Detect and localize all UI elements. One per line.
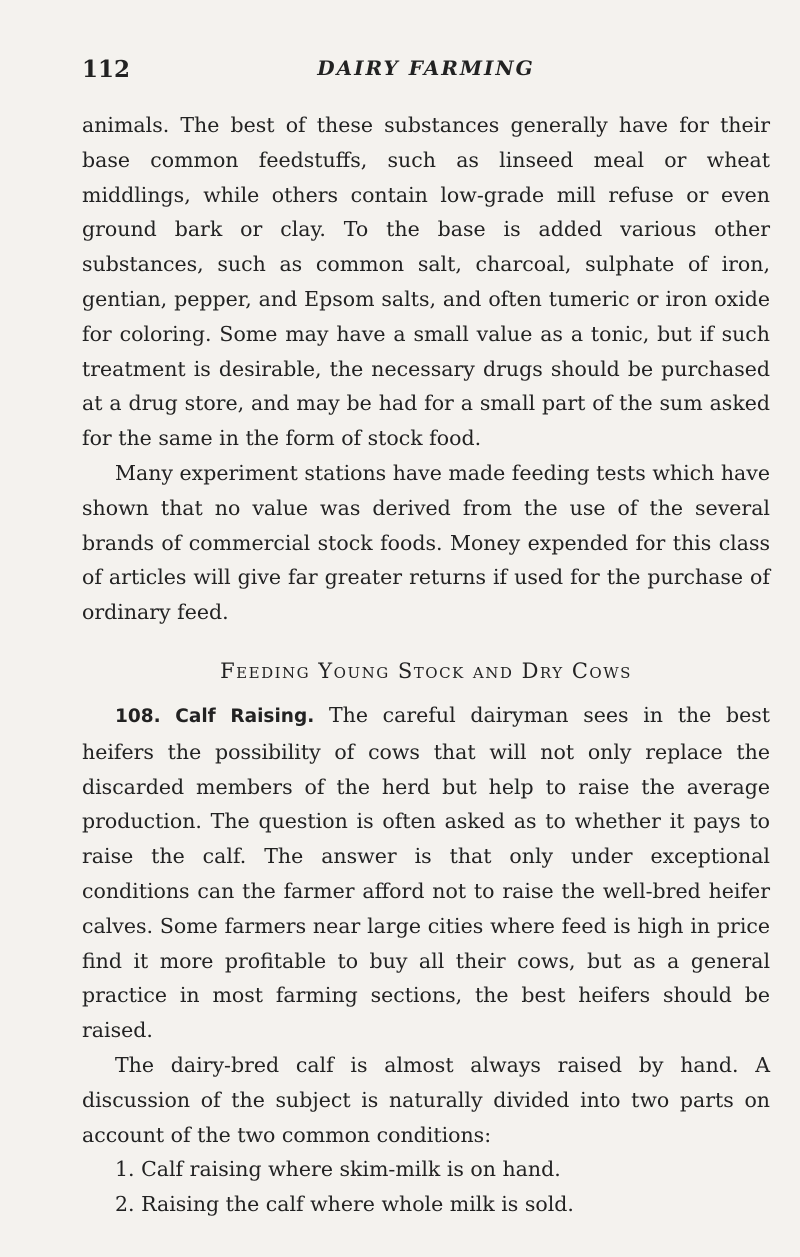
paragraph-experiment-stations: Many experiment stations have made feeding tests which have shown that no value was derived from the use of the several brands of commercial stock foods. Money expended for this class of articles will give far greater returns if used for the purchase of ordinary feed. bbox=[82, 460, 770, 625]
running-title: DAIRY FARMING bbox=[317, 56, 535, 80]
paragraph-calf-raising-body: The careful dairyman sees in the best heifers the possibility of cows that will not only replace the discarded members of the herd but help to raise the average production. The question is often asked as to whether it pays to raise the calf. The answer is that only under exceptional conditions can the farmer afford not to raise the well-bred heifer calves. Some farmers near large cities where feed is high in price find it more profitable to buy all their cows, but as a general practice in most farming sections, the best heifers should be raised. bbox=[82, 702, 770, 1043]
paragraph-continuation: animals. The best of these substances generally have for their base common feedstuffs, such as linseed meal or wheat middlings, while others contain low-grade mill refuse or even ground bark or clay. To the base is added various other substances, such as common salt, charcoal, sulphate of iron, gentian, pepper, and Epsom salts, and often tumeric or iron oxide for coloring. Some may have a small value as a tonic, but if such treatment is desirable, the necessary drugs should be purchased at a drug store, and may be had for a small part of the sum asked for the same in the form of stock food. bbox=[82, 113, 770, 451]
subhead-calf-raising: 108. Calf Raising. bbox=[115, 705, 315, 727]
conditions-list bbox=[82, 1152, 770, 1222]
running-head bbox=[82, 56, 770, 96]
body-text bbox=[82, 108, 770, 1222]
paragraph-dairy-bred-calf: The dairy-bred calf is almost always raised by hand. A discussion of the subject is naturally divided into two parts on account of the two common conditions: bbox=[82, 1052, 770, 1147]
page-number: 112 bbox=[82, 56, 131, 83]
book-page bbox=[82, 56, 770, 1222]
paragraph-calf-raising bbox=[82, 698, 770, 1048]
list-item: 2. Raising the calf where whole milk is sold. bbox=[115, 1192, 574, 1217]
section-heading: Feeding Young Stock and Dry Cows bbox=[220, 658, 632, 683]
list-item: 1. Calf raising where skim-milk is on hand. bbox=[115, 1157, 561, 1182]
